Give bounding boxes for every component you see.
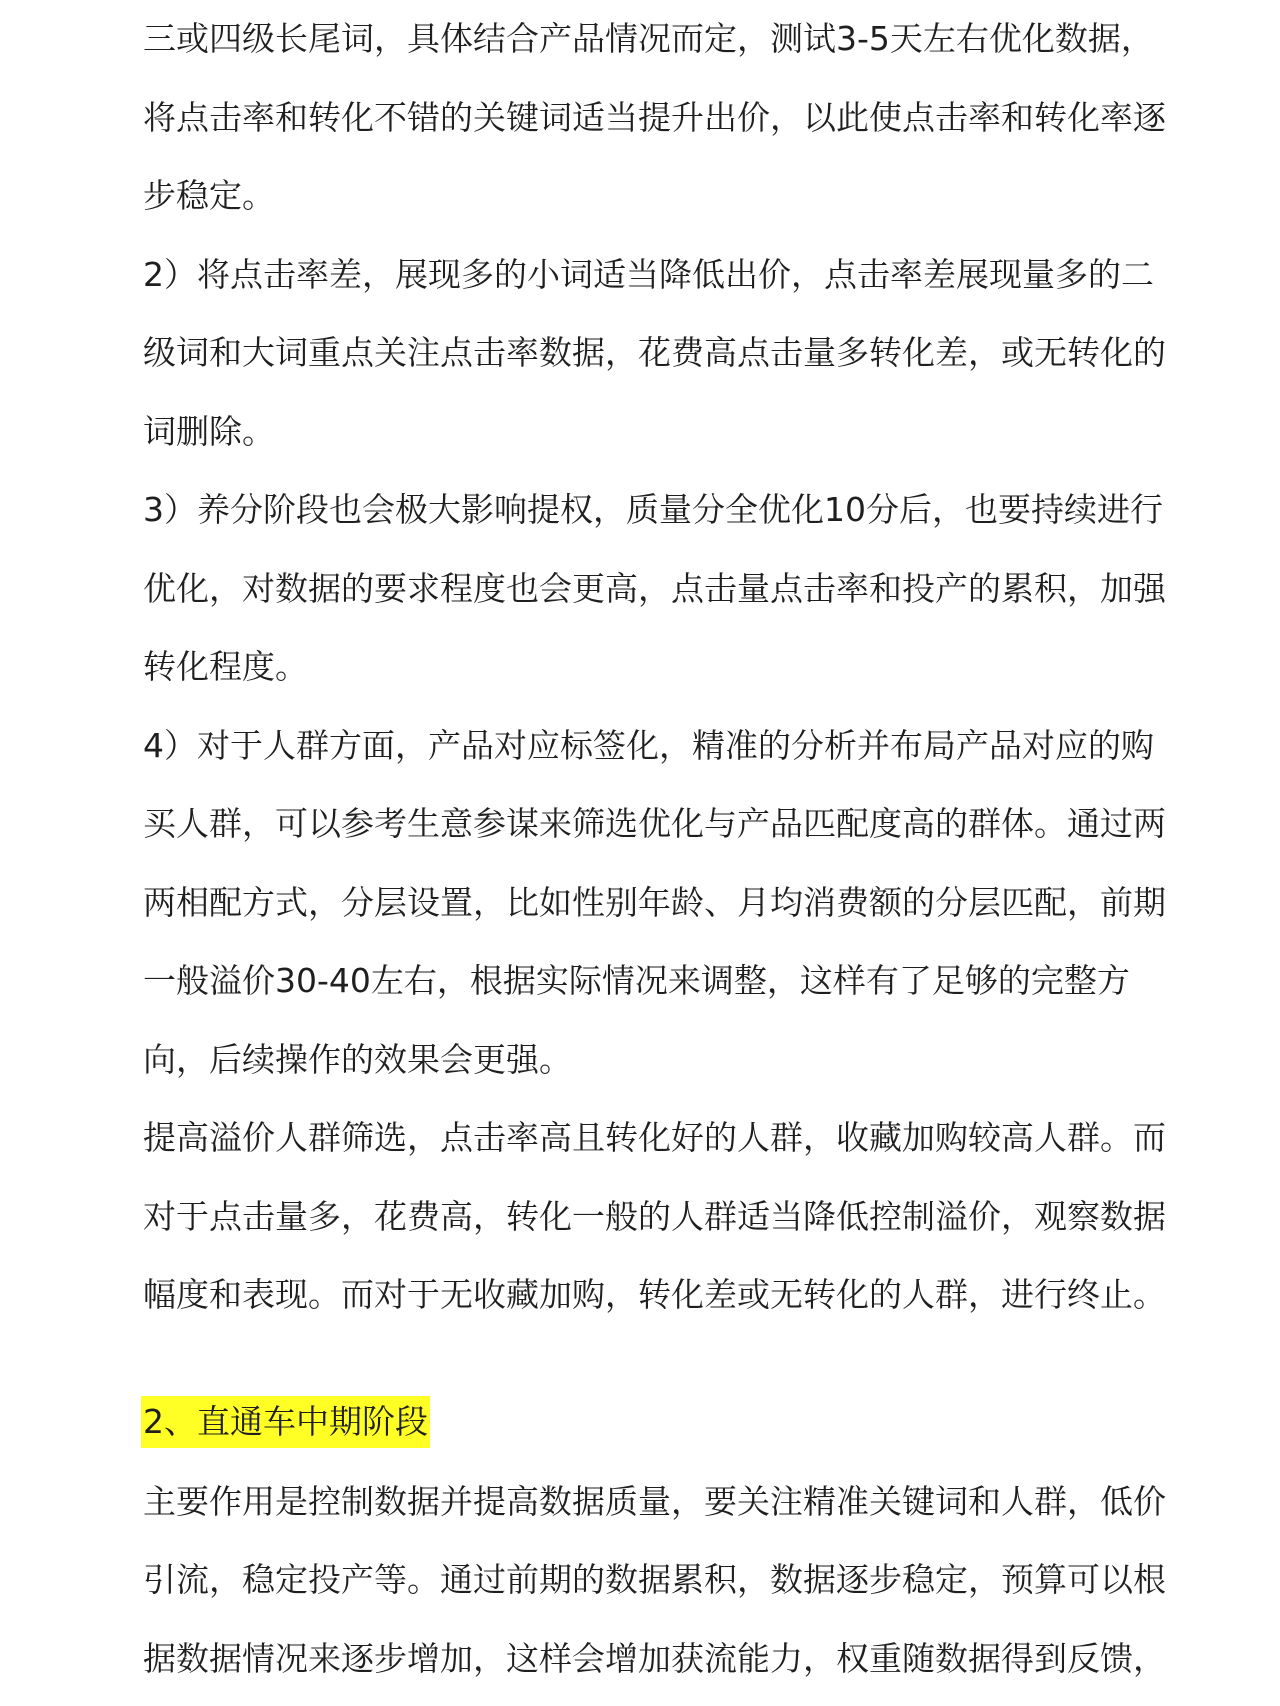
- paragraph-intro: 三或四级长尾词，具体结合产品情况而定，测试3-5天左右优化数据，将点击率和转化不错的关键词适当提升出价，以此使点击率和转化率逐步稳定。: [143, 19, 1166, 215]
- section-heading: 2、直通车中期阶段: [141, 1396, 430, 1448]
- section-heading-row: [143, 1381, 1183, 1463]
- paragraph-point-3: 3）养分阶段也会极大影响提权，质量分全优化10分后，也要持续进行优化，对数据的要求程度也会更高，点击量点击率和投产的累积，加强转化程度。: [143, 490, 1166, 686]
- paragraph-mid-stage: 主要作用是控制数据并提高数据质量，要关注精准关键词和人群，低价引流，稳定投产等。通过前期的数据累积，数据逐步稳定，预算可以根据数据情况来逐步增加，这样会增加获流能力，权重随数据得到反馈，: [143, 1481, 1166, 1678]
- paragraph-point-4: 4）对于人群方面，产品对应标签化，精准的分析并布局产品对应的购买人群，可以参考生意参谋来筛选优化与产品匹配度高的群体。通过两两相配方式，分层设置，比如性别年龄、月均消费额的分层匹配，前期一般溢价30-40左右，根据实际情况来调整，这样有了足够的完整方向，后续操作的效果会更强。: [143, 725, 1166, 1079]
- paragraph-crowd-premium: 提高溢价人群筛选，点击率高且转化好的人群，收藏加购较高人群。而对于点击量多，花费高，转化一般的人群适当降低控制溢价，观察数据幅度和表现。而对于无收藏加购，转化差或无转化的人群，进行终止。: [143, 1118, 1166, 1314]
- paragraph-point-2: 2）将点击率差，展现多的小词适当降低出价，点击率差展现量多的二级词和大词重点关注点击率数据，花费高点击量多转化差，或无转化的词删除。: [143, 254, 1166, 451]
- article-body: [143, 0, 1183, 1698]
- section-spacer: [143, 1335, 1183, 1385]
